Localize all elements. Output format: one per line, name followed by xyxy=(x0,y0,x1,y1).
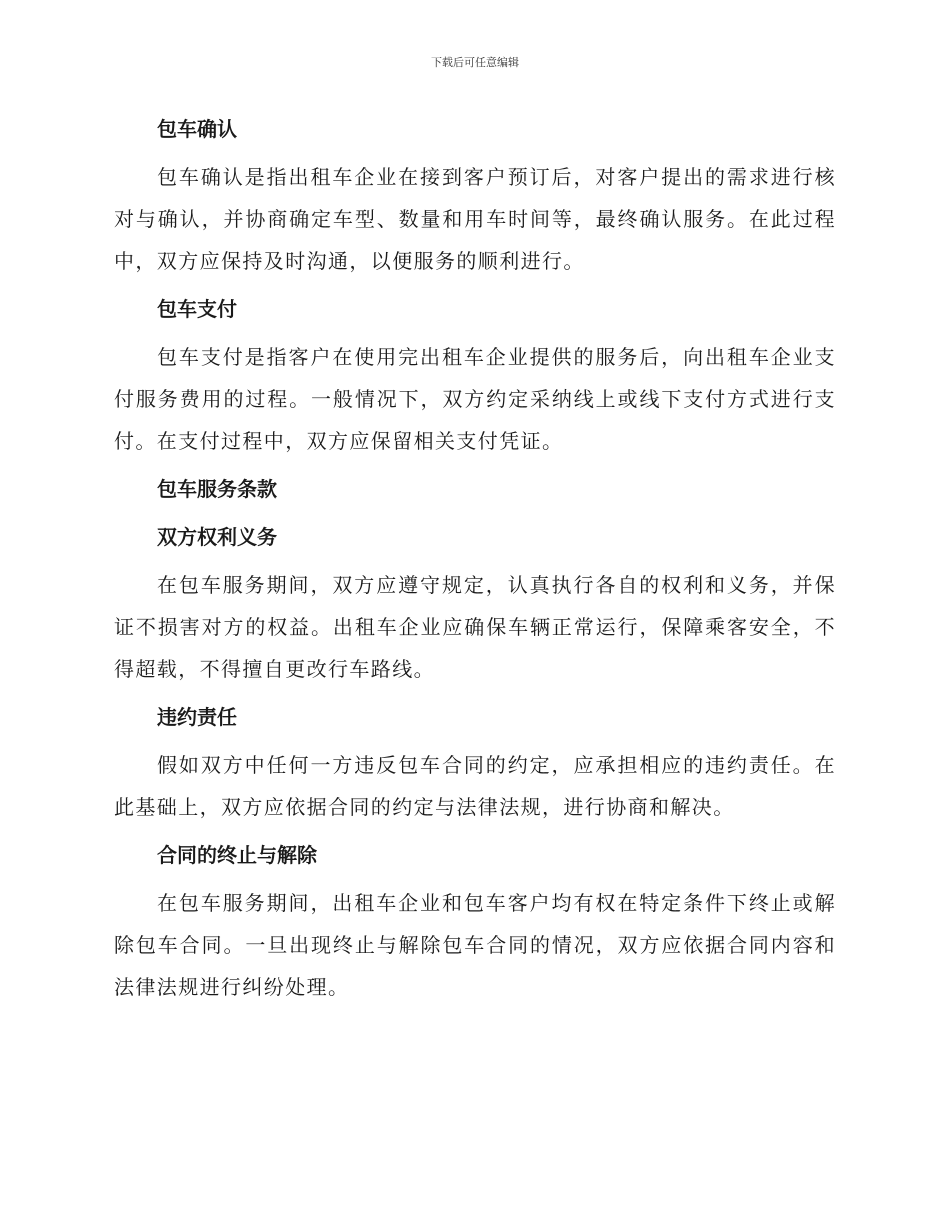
section-heading-charter-payment: 包车支付 xyxy=(157,297,237,321)
paragraph-termination: 在包车服务期间，出租车企业和包车客户均有权在特定条件下终止或解除包车合同。一旦出现终止与解除包车合同的情况，双方应依据合同内容和法律法规进行纠纷处理。 xyxy=(114,891,836,999)
paragraph-breach-liability: 假如双方中任何一方违反包车合同的约定，应承担相应的违约责任。在此基础上，双方应依据合同的约定与法律法规，进行协商和解决。 xyxy=(114,753,836,819)
section-heading-breach-liability: 违约责任 xyxy=(157,705,237,729)
paragraph-charter-payment: 包车支付是指客户在使用完出租车企业提供的服务后，向出租车企业支付服务费用的过程。一般情况下，双方约定采纳线上或线下支付方式进行支付。在支付过程中，双方应保留相关支付凭证。 xyxy=(114,345,836,453)
page-header: 下载后可任意编辑 xyxy=(431,56,519,69)
section-heading-service-terms: 包车服务条款 xyxy=(157,477,277,501)
document-body xyxy=(114,108,836,1014)
section-heading-termination: 合同的终止与解除 xyxy=(157,843,317,867)
section-heading-rights-obligations: 双方权利义务 xyxy=(157,525,277,549)
paragraph-rights-obligations: 在包车服务期间，双方应遵守规定，认真执行各自的权利和义务，并保证不损害对方的权益。出租车企业应确保车辆正常运行，保障乘客安全，不得超载，不得擅自更改行车路线。 xyxy=(114,573,836,681)
paragraph-charter-confirmation: 包车确认是指出租车企业在接到客户预订后，对客户提出的需求进行核对与确认，并协商确定车型、数量和用车时间等，最终确认服务。在此过程中，双方应保持及时沟通，以便服务的顺利进行。 xyxy=(114,165,836,273)
section-heading-charter-confirmation: 包车确认 xyxy=(157,117,237,141)
